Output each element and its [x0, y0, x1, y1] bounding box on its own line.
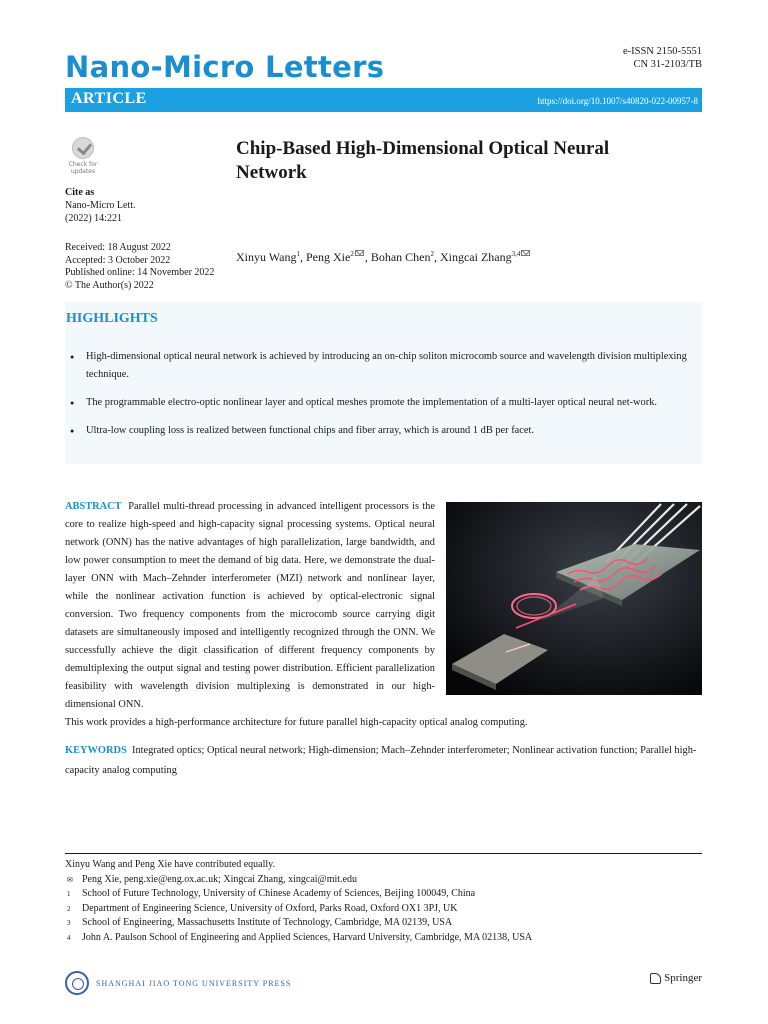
- affiliation-number: 3: [67, 919, 71, 927]
- graphical-abstract-figure: [446, 502, 702, 695]
- author-name[interactable]: Xinyu Wang: [236, 250, 297, 264]
- press-logo: [65, 968, 291, 998]
- check-for-updates-badge[interactable]: [65, 137, 101, 179]
- author-list: Xinyu Wang$^1$, Peng Xie$^2$ , Bohan Chen$^2$, Xingcai Zhang$^{3,4}$: [236, 250, 531, 265]
- affiliation-row: [65, 931, 702, 946]
- affiliation-number: 1: [67, 890, 71, 898]
- envelope-icon[interactable]: [521, 250, 530, 256]
- eissn: e-ISSN 2150-5551: [622, 46, 702, 57]
- highlight-item: ● Ultra-low coupling loss is realized between functional chips and fiber array, which is around 1 dB per facet.: [70, 422, 702, 440]
- affiliation-text: School of Engineering, Massachusetts Institute of Technology, Cambridge, MA 02139, USA: [82, 917, 453, 928]
- highlight-item: ● The programmable electro-optic nonlinear layer and optical meshes promote the implementation of a multi-layer optical neural net-work.: [70, 394, 702, 412]
- author-name[interactable]: Peng Xie: [305, 250, 351, 264]
- footnotes: [65, 858, 702, 945]
- doi-link[interactable]: https://doi.org/10.1007/s40820-022-00957-8: [537, 96, 698, 106]
- keywords-text: Integrated optics; Optical neural network; High-dimension; Mach–Zehnder interferometer; Nonlinear activation function; Parallel high-capacity analog computing: [65, 745, 697, 776]
- article-type: ARTICLE: [71, 90, 147, 107]
- date-accepted: Accepted: 3 October 2022: [65, 254, 171, 266]
- affiliation-number: 4: [67, 933, 71, 942]
- affiliation-row: [65, 887, 702, 902]
- cite-volume: (2022) 14:221: [65, 212, 122, 224]
- cite-heading: Cite as: [65, 187, 95, 198]
- contact-text[interactable]: Peng Xie, peng.xie@eng.ox.ac.uk; Xingcai Zhang, xingcai@mit.edu: [82, 873, 358, 885]
- check-for-updates-label: Check for updates: [68, 161, 98, 175]
- abstract-tail: This work provides a high-performance architecture for future parallel high-capacity optical analog computing.: [65, 717, 528, 728]
- cn-number: CN 31-2103/TB: [633, 59, 702, 70]
- publisher-name: Springer: [664, 972, 702, 984]
- affiliation-text: Department of Engineering Science, University of Oxford, Parks Road, Oxford OX1 3PJ, UK: [82, 902, 458, 914]
- author-affiliation: 2: [350, 250, 354, 258]
- highlights-heading: HIGHLIGHTS: [66, 311, 158, 326]
- cite-journal: Nano-Micro Lett.: [65, 200, 136, 211]
- dates-block: [65, 242, 214, 292]
- affiliation-row: [65, 916, 702, 931]
- paper-title: Chip-Based High-Dimensional Optical Neural Network: [236, 138, 610, 183]
- equal-contribution-note: Xinyu Wang and Peng Xie have contributed equally.: [65, 859, 275, 870]
- springer-logo: [650, 972, 702, 984]
- affiliation-text: School of Future Technology, University of Chinese Academy of Sciences, Beijing 100049, China: [82, 888, 476, 899]
- cite-info: [65, 200, 136, 225]
- date-received: Received: 18 August 2022: [65, 242, 171, 253]
- keywords-label: KEYWORDS: [65, 745, 127, 756]
- highlight-item: ● High-dimensional optical neural network is achieved by introducing an on-chip soliton microcomb source and wavelength division multiplexing technique.: [70, 348, 702, 384]
- author-name[interactable]: Xingcai Zhang: [439, 250, 512, 264]
- abstract: [65, 498, 435, 714]
- issn-block: [623, 45, 702, 71]
- envelope-icon[interactable]: [355, 250, 364, 256]
- copyright: © The Author(s) 2022: [65, 279, 154, 291]
- affiliation-row: [65, 902, 702, 917]
- press-name: SHANGHAI JIAO TONG UNIVERSITY PRESS: [96, 978, 292, 988]
- footnote-divider: [65, 853, 702, 854]
- contact-note: [65, 873, 702, 888]
- affiliation-text: John A. Paulson School of Engineering and Applied Sciences, Harvard University, Cambridge, MA 02138, USA: [82, 931, 533, 943]
- highlights-list: [70, 348, 702, 450]
- envelope-icon: ✉: [67, 875, 73, 884]
- journal-title: Nano-Micro Letters: [65, 50, 385, 84]
- affiliation-number: 2: [67, 904, 71, 913]
- springer-horse-icon: [650, 973, 661, 984]
- check-icon: [72, 137, 94, 159]
- date-published: Published online: 14 November 2022: [65, 267, 215, 278]
- abstract-text: Parallel multi-thread processing in advanced intelligent processors is the core to realize high-speed and high-capacity signal processing systems. Optical neural network (ONN) has the native advantages of high parallelization, large bandwidth, and low power consumption to meet the demand of big data. Here, we demonstrate the dual-layer ONN with Mach–Zehnder interferometer (MZI) network and nonlinear layer, while the nonlinear activation function is achieved by optical-electronic signal conversion. Two frequency components from the microcomb source carrying digit datasets are simultaneously imposed and intelligently recognized through the ONN. We successfully achieve the digit classification of different frequency components by demultiplexing the output signal and testing power distribution. Efficient parallelization feasibility with wavelength division multiplexing is demonstrated in our high-dimensional ONN.: [65, 501, 435, 710]
- author-name[interactable]: Bohan Chen: [370, 250, 431, 264]
- abstract-label: ABSTRACT: [65, 501, 122, 512]
- author-affiliation: 3,4: [511, 250, 521, 258]
- author-affiliation: 1: [296, 250, 300, 258]
- author-affiliation: 2: [430, 250, 434, 258]
- keywords: [65, 741, 702, 781]
- university-seal-icon: [65, 971, 89, 995]
